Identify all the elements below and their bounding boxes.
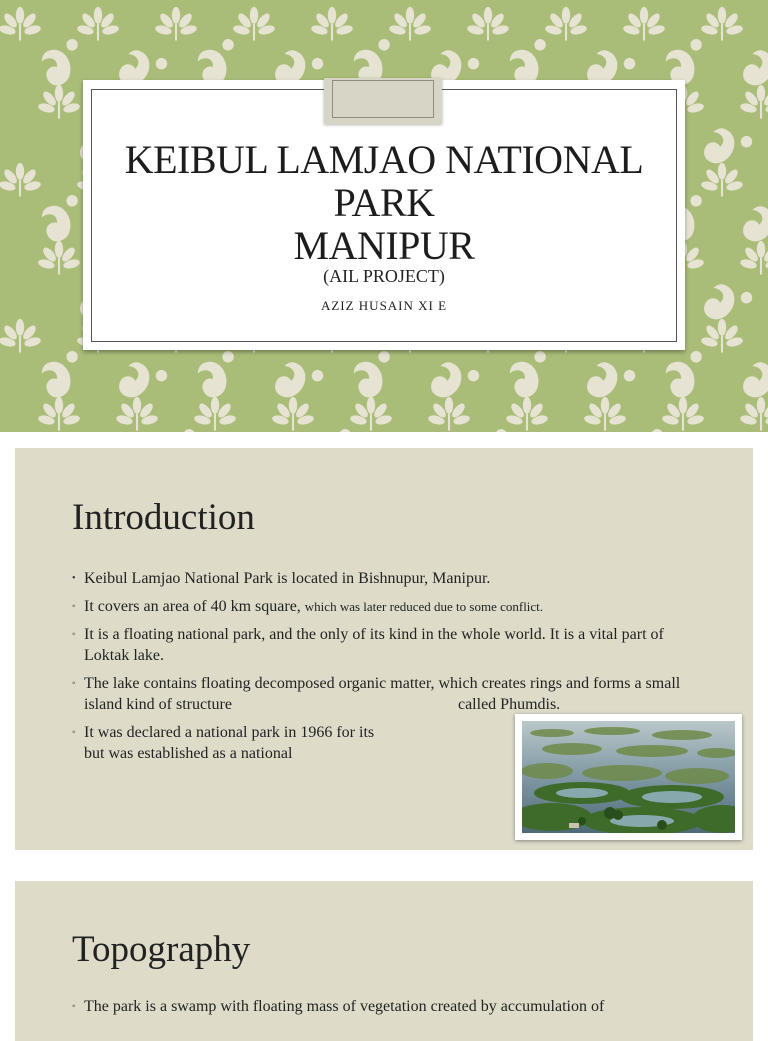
paisley-shape bbox=[701, 280, 754, 330]
leaf-spray bbox=[388, 7, 432, 41]
bullet-marker: ◦ bbox=[72, 601, 76, 612]
bullet-text: It was declared a national park in 1966 for its bbox=[84, 724, 375, 741]
paisley-shape bbox=[309, 427, 363, 432]
bullet-text: It covers an area of 40 km square, bbox=[84, 598, 305, 615]
paisley-shape bbox=[192, 349, 246, 401]
topography-slide bbox=[15, 881, 753, 1041]
title-line: KEIBUL LAMJAO NATIONAL bbox=[124, 137, 644, 182]
leaf-spray bbox=[544, 7, 588, 41]
leaf-spray bbox=[700, 319, 744, 353]
slide-title bbox=[83, 138, 685, 267]
leaf-spray bbox=[271, 397, 315, 431]
leaf-spray bbox=[349, 397, 393, 431]
leaf-spray bbox=[37, 241, 81, 275]
leaf-spray bbox=[622, 7, 666, 41]
slide-heading: Introduction bbox=[72, 497, 255, 538]
bullet-text-small: which was later reduced due to some conflict. bbox=[304, 599, 544, 614]
leaf-spray bbox=[37, 397, 81, 431]
leaf-spray bbox=[739, 241, 768, 275]
bullet-item bbox=[72, 624, 702, 666]
paisley-shape bbox=[348, 349, 402, 401]
author-name: AZIZ HUSAIN XI E bbox=[320, 298, 448, 313]
bullet-marker: ◦ bbox=[72, 678, 76, 689]
leaf-spray bbox=[583, 397, 627, 431]
bullet-marker: • bbox=[72, 573, 76, 584]
introduction-slide bbox=[15, 448, 753, 850]
title-card-tab-border bbox=[332, 80, 434, 118]
paisley-shape bbox=[584, 358, 637, 408]
paisley-shape bbox=[660, 349, 714, 401]
paisley-shape bbox=[465, 427, 519, 432]
bullet-item bbox=[72, 568, 702, 589]
leaf-spray bbox=[427, 397, 471, 431]
leaf-spray bbox=[0, 319, 42, 353]
leaf-spray bbox=[0, 163, 42, 197]
title-line: MANIPUR bbox=[293, 223, 475, 268]
slide-subtitle: (AIL PROJECT) bbox=[323, 266, 445, 286]
paisley-shape bbox=[504, 349, 558, 401]
bullet-item bbox=[72, 673, 702, 715]
bullet-text: The park is a swamp with floating mass of vegetation created by accumulation of bbox=[84, 998, 605, 1015]
phumdis-floating-islands-photo-icon bbox=[522, 721, 735, 833]
bullet-item bbox=[72, 996, 702, 1017]
leaf-spray bbox=[115, 397, 159, 431]
paisley-shape bbox=[428, 358, 481, 408]
title-slide bbox=[0, 0, 768, 432]
leaf-spray bbox=[739, 85, 768, 119]
leaf-spray bbox=[700, 163, 744, 197]
leaf-spray bbox=[76, 7, 120, 41]
leaf-spray bbox=[661, 397, 705, 431]
bullet-text-tail: called Phumdis. bbox=[457, 696, 561, 713]
bullet-item bbox=[72, 596, 702, 617]
leaf-spray bbox=[505, 397, 549, 431]
leaf-spray bbox=[310, 7, 354, 41]
title-card-tab bbox=[324, 78, 442, 124]
bullet-marker: ◦ bbox=[72, 629, 76, 640]
paisley-shape bbox=[116, 358, 169, 408]
bullet-list bbox=[72, 996, 702, 1024]
leaf-spray bbox=[193, 397, 237, 431]
bullet-text: The lake contains floating decomposed organic matter, which creates rings and forms a small island kind of structure bbox=[84, 675, 681, 713]
slide-heading: Topography bbox=[72, 929, 251, 970]
leaf-spray bbox=[154, 7, 198, 41]
title-line: PARK bbox=[333, 180, 435, 225]
paisley-shape bbox=[701, 124, 754, 174]
bullet-marker: ◦ bbox=[72, 727, 76, 738]
leaf-spray bbox=[700, 7, 744, 41]
leaf-spray bbox=[37, 85, 81, 119]
paisley-shape bbox=[621, 427, 675, 432]
leaf-spray bbox=[739, 397, 768, 431]
title-card bbox=[83, 80, 685, 350]
bullet-text-line2: but was established as a national bbox=[84, 745, 293, 762]
leaf-spray bbox=[232, 7, 276, 41]
bullet-text: It is a floating national park, and the only of its kind in the whole world. It is a vital part of Loktak lake. bbox=[84, 626, 664, 664]
paisley-shape bbox=[36, 349, 90, 401]
leaf-spray bbox=[466, 7, 510, 41]
phumdis-photo bbox=[515, 714, 742, 840]
bullet-text: Keibul Lamjao National Park is located in Bishnupur, Manipur. bbox=[84, 570, 491, 587]
leaf-spray bbox=[0, 7, 42, 41]
bullet-marker: ◦ bbox=[72, 1001, 76, 1012]
paisley-shape bbox=[153, 427, 207, 432]
paisley-shape bbox=[272, 358, 325, 408]
